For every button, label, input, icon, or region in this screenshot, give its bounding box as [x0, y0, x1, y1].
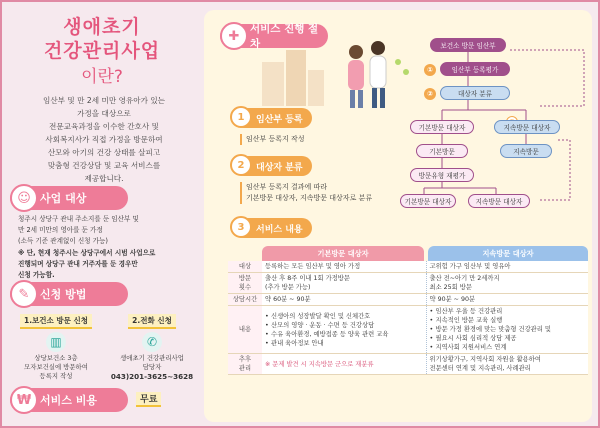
intro-text: 임산부 및 만 2세 미만 영유아가 있는 가정을 대상으로 전문교육과정을 이수한 간호사 및 사회복지사가 직접 가정을 방문하여 산모와 아기의 건강 상태를 살피고 맞춤형 건강상담 및 교육 서비스를 제공합니다. [42, 96, 165, 183]
process-flowchart [406, 22, 590, 218]
apply-heading: ✎ 신청 방법 [10, 282, 128, 306]
title-line2: 건강관리사업 [43, 40, 161, 62]
left-panel [4, 4, 200, 424]
flow-num1: ① [424, 64, 436, 76]
building-icon: ▥ [46, 332, 66, 352]
step3-pill: 3 서비스 내용 [234, 218, 312, 238]
flow-basic-visit: 기본방문 [416, 144, 468, 158]
baby-icon: ☺ [10, 184, 38, 212]
table-row: 상담시간 약 60분 ~ 90분 약 90분 ~ 90분 [228, 294, 588, 306]
visit-apply: 1.보건소 방문 신청 ▥ 상당보건소 3층 모자보건실에 방문하여 등록지 작성 [10, 308, 102, 378]
first-aid-icon: ✚ [220, 22, 248, 50]
flow-continuous-target: 지속방문 대상자 [494, 120, 560, 134]
flow-bottom-continuous: 지속방문 대상자 [468, 194, 530, 208]
title-line3: 이란? [81, 67, 123, 87]
target-heading: ☺ 사업 대상 [10, 186, 128, 210]
flow-basic-target: 기본방문 대상자 [410, 120, 474, 134]
table-row: 추후 관리 ※ 문제 발견 시 지속방문 군으로 재분류 위기상황가구, 지역사회 자원을 활용하여 전문센터 연계 및 지속관리, 사례관리 [228, 354, 588, 375]
cost-value: 무료 [136, 392, 161, 407]
service-table [228, 246, 588, 375]
target-text: 청주시 상당구 관내 주소지를 둔 임산부 및 만 2세 미만의 영아를 둔 가정 (소득 기준 관계없이 신청 가능) [18, 215, 139, 245]
phone-apply: 2.전화 신청 ✆ 생애초기 건강관리사업 담당자 043)201-3625~3628 [110, 316, 194, 381]
flow-num2: ② [424, 88, 436, 100]
phone-icon: ✆ [142, 332, 162, 352]
step2-pill: 2 대상자 분류 [234, 156, 312, 176]
step1-pill: 1 임산부 등록 [234, 108, 312, 128]
step2-desc: 임산부 등록지 결과에 따라 기본방문 대상자, 지속방문 대상자로 분류 [240, 182, 372, 204]
flow-reevaluate: 방문유형 재평가 [410, 168, 474, 182]
flow-continuous-visit: 지속방문 [500, 144, 552, 158]
table-row: 방문 횟수 출산 후 8주 이내 1회 가정방문 (추가 방문 가능) 출산 전~아기 만 2세까지 최소 25회 방문 [228, 273, 588, 294]
flow-register: 임산부 등록평가 [440, 62, 510, 76]
title-line1: 생애초기 [63, 16, 141, 38]
table-row: 대상 등록하는 모든 임산부 및 영아 가정 고위험 가구 임산부 및 영유아 [228, 261, 588, 273]
won-icon: ₩ [10, 386, 38, 414]
family-illustration [244, 32, 424, 110]
flow-bottom-basic: 기본방문 대상자 [400, 194, 456, 208]
cost-heading: ₩ 서비스 비용 [10, 388, 128, 412]
target-note: ※ 단, 현재 청주시는 상당구에서 시범 사업으로 진행되며 상당구 관내 거주자를 둔 경우만 신청 가능함. [18, 249, 156, 279]
process-heading: ✚ 서비스 진행 절차 [220, 24, 328, 48]
apply-methods [10, 308, 198, 381]
clipboard-icon: ✎ [10, 280, 38, 308]
table-row: 내용 • 신생아의 성장발달 확인 및 신체간호 • 산모의 영양 · 운동 · 수면 등 건강상담 • 수유 육아환경, 예방접종 등 양육 관련 교육 • 관내 육아정보 안내 • 임산부 우울 등 건강관리 • 지속적인 방문 교육 실행 • 방문 가정 환경에 맞는 맞춤형 건강관리 및 • 필요시 사회 심리적 상담 제공 • 지역사회 지원서비스 연계 [228, 306, 588, 354]
flow-top: 보건소 방문 임산부 [430, 38, 506, 52]
flow-classify: 대상자 분류 [440, 86, 510, 100]
right-panel [204, 10, 592, 422]
col-basic-header: 기본방문 대상자 [262, 246, 424, 261]
step1-desc: 임산부 등록지 작성 [240, 134, 305, 145]
col-continuous-header: 지속방문 대상자 [428, 246, 588, 261]
